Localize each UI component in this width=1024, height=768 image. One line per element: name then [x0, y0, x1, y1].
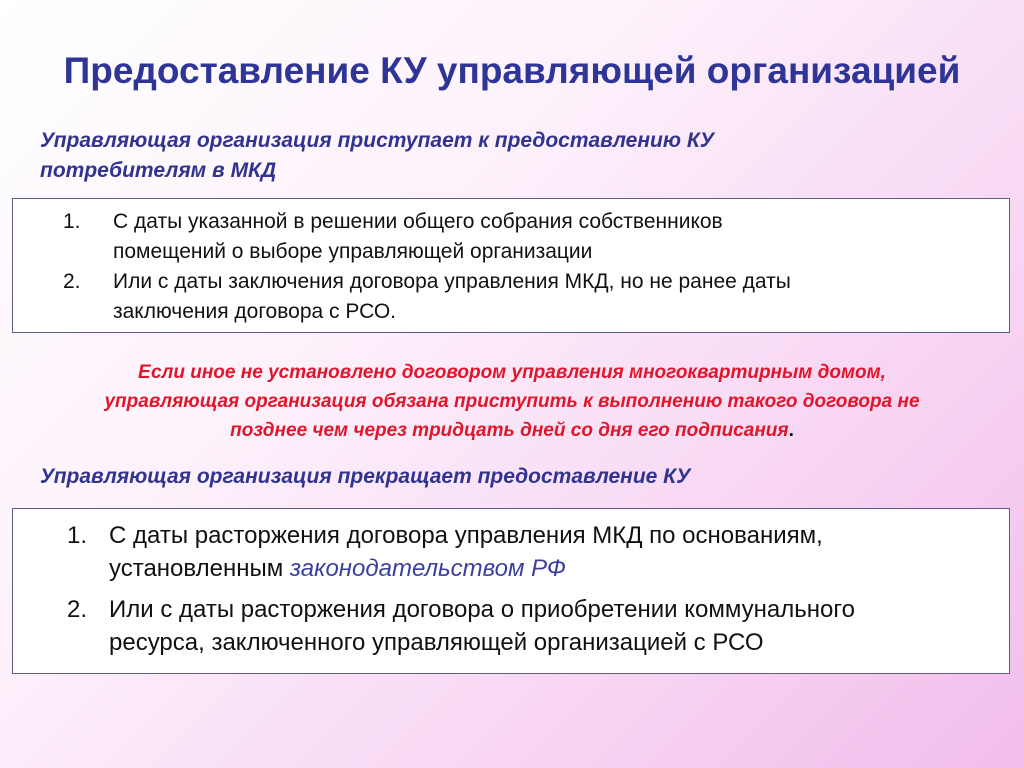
- list-item-line: С даты указанной в решении общего собрания собственников: [113, 210, 723, 233]
- list-item-line: Или с даты расторжения договора о приобретении коммунального: [109, 596, 855, 623]
- notice-line3-wrap: [12, 416, 1012, 445]
- list-item-line: установленным: [109, 555, 290, 582]
- list-item-line: Или с даты заключения договора управления МКД, но не ранее даты: [113, 270, 791, 293]
- legislation-link[interactable]: законодательством РФ: [289, 555, 566, 582]
- list-item-number: 1.: [67, 522, 88, 549]
- list-item-number: 1.: [63, 210, 81, 233]
- list-item: [13, 593, 1009, 659]
- list-item-line: заключения договора с РСО.: [113, 300, 397, 323]
- list-item-line: С даты расторжения договора управления МКД по основаниям,: [109, 522, 823, 549]
- notice-end-mark: .: [788, 420, 794, 441]
- list-item: [13, 207, 1009, 267]
- notice-text: [12, 358, 1012, 445]
- end-section-heading: Управляющая организация прекращает предоставление КУ: [40, 465, 691, 488]
- notice-line1: Если иное не установлено договором управления многоквартирным домом,: [138, 362, 886, 383]
- notice-line2: управляющая организация обязана приступить к выполнению такого договора не: [104, 391, 920, 412]
- list-item-line-wrap: [109, 552, 1009, 585]
- notice-line3: позднее чем через тридцать дней со дня его подписания: [230, 420, 789, 441]
- start-conditions-box: [12, 198, 1010, 333]
- start-heading-line2: потребителям в МКД: [40, 159, 277, 182]
- start-section-heading: [40, 126, 920, 186]
- page-title: Предоставление КУ управляющей организацией: [63, 50, 961, 91]
- list-item-line: ресурса, заключенного управляющей организацией с РСО: [109, 629, 764, 656]
- list-item-number: 2.: [67, 596, 88, 623]
- list-item: [13, 519, 1009, 585]
- start-heading-line1: Управляющая организация приступает к предоставлению КУ: [40, 129, 714, 152]
- end-conditions-box: [12, 508, 1010, 674]
- list-item-number: 2.: [63, 270, 81, 293]
- list-item: [13, 267, 1009, 327]
- list-item-line: помещений о выборе управляющей организации: [113, 240, 593, 263]
